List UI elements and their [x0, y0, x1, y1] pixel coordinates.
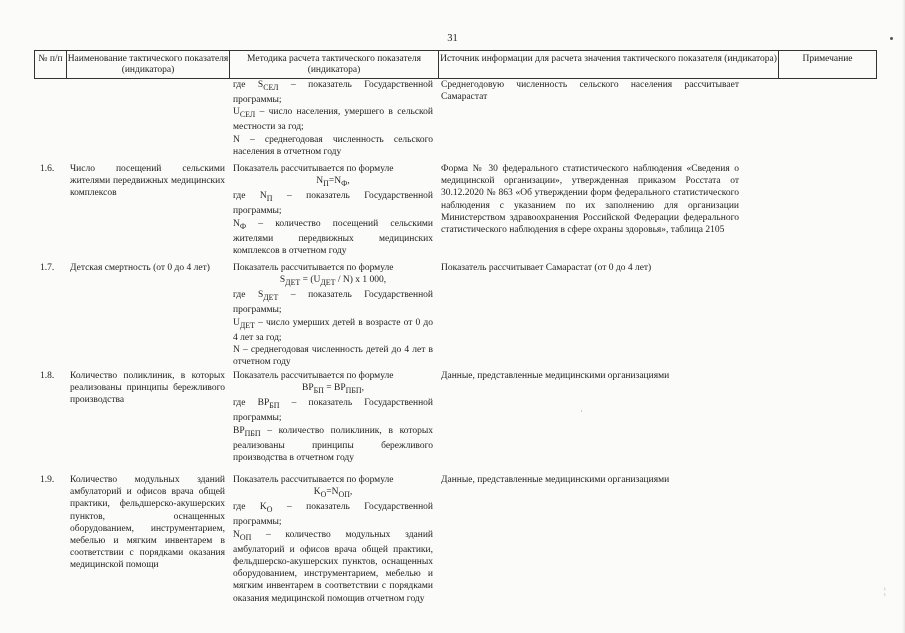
row-name: [70, 262, 225, 274]
name-paragraph: Детская смертность (от 0 до 4 лет): [70, 263, 210, 273]
name-paragraph: Число посещений сельскими жителями передвижных медицинских комплексов: [70, 164, 225, 199]
row-method: [233, 262, 433, 368]
method-paragraph: N – среднегодовая численность детей до 4 лет в отчетном году: [233, 344, 433, 368]
scan-speck: ¦: [884, 586, 886, 596]
method-paragraph: $U_{СЕЛ}$ – число населения, умершего в сельской местности за год;: [233, 107, 433, 133]
row-number: 1.9.: [40, 475, 55, 485]
row-name: [70, 370, 225, 407]
scan-dot: [890, 37, 893, 40]
method-paragraph: Показатель рассчитывается по формуле: [233, 371, 394, 381]
header-source: Источник информации для расчета значения тактического показателя (индикатора): [438, 51, 778, 78]
method-paragraph: Показатель рассчитывается по формуле: [233, 164, 394, 174]
row-name: [70, 163, 225, 200]
method-paragraph: где $S_{ДЕТ}$ – показатель Государственной программы;: [233, 290, 433, 316]
method-paragraph: $S_{ДЕТ} = (U_{ДЕТ} / N)$ х 1 000,: [279, 275, 387, 288]
method-paragraph: $BP_{БП} = BP_{ПБП}$,: [302, 383, 364, 396]
header-name: Наименование тактического показателя (индикатора): [66, 51, 229, 78]
row-source: [441, 370, 739, 382]
row-source: [441, 262, 739, 274]
row-number: 1.7.: [40, 263, 55, 273]
table-header: [34, 50, 877, 79]
row-number: 1.8.: [40, 371, 55, 381]
method-paragraph: $N_Ф$ – количество посещений сельскими жителями передвижных медицинских комплексов в отчетном году: [233, 218, 433, 256]
row-method: [233, 163, 433, 257]
method-paragraph: где $N_П$ – показатель Государственной программы;: [233, 191, 434, 217]
header-note: Примечание: [778, 51, 877, 78]
method-paragraph: N – среднегодовая численность сельского населения в отчетном году: [233, 134, 433, 157]
page-number: 31: [447, 33, 458, 44]
method-paragraph: где $BP_{БП}$ – показатель Государственной программы;: [233, 398, 434, 424]
method-paragraph: Показатель рассчитывается по формуле: [233, 475, 394, 485]
row-number: 1.6.: [40, 164, 55, 174]
row-source: [441, 163, 739, 236]
method-paragraph: Показатель рассчитывается по формуле: [233, 263, 394, 273]
row-source: [441, 79, 739, 103]
source-paragraph: Данные, представленные медицинскими организациями: [441, 371, 670, 381]
method-paragraph: $BP_{ПБП}$ – количество поликлиник, в которых реализованы принципы бережливого производства в отчетном году: [233, 425, 433, 463]
source-paragraph: Показатель рассчитывает Самарастат (от 0 до 4 лет): [441, 263, 652, 273]
source-paragraph: Среднегодовую численность сельского населения рассчитывает Самарастат: [441, 80, 739, 103]
method-paragraph: где $S_{СЕЛ}$ – показатель Государственной программы;: [233, 80, 433, 106]
row-method: [233, 474, 433, 605]
name-paragraph: Количество поликлиник, в которых реализованы принципы бережливого производства: [70, 371, 225, 406]
scan-speck: ·: [580, 406, 583, 416]
method-paragraph: $N_П=N_Ф$,: [316, 176, 350, 189]
row-source: [441, 474, 739, 486]
name-paragraph: Количество модульных зданий амбулаторий и офисов врача общей практики, фельдшерско-акушерских пунктов, оснащенных оборудованием, инструментарием, мебелью и мягким инвентарем в соответствии с порядками оказания медицинской помощи: [70, 475, 225, 571]
method-paragraph: $N_{ОП}$ – количество модульных зданий амбулаторий и офисов врача общей практики, фельдшерско-акушерских пунктов, оснащенных оборудованием, инструментарием, мебелью и мягким инвентарем в соответствии с порядками оказания медицинской помощив отчетном году: [233, 529, 433, 604]
source-paragraph: Данные, представленные медицинскими организациями: [441, 475, 670, 485]
source-paragraph: Форма № 30 федерального статистического наблюдения «Сведения о медицинской организации», утвержденная приказом Росстата от 30.12.2020 № 863 «Об утверждении форм федерального статистического наблюдения с указанием по их заполнению для организации Министерством здравоохранения Российской Федерации федерального статистического наблюдения в сфере охраны здоровья», таблица 2105: [441, 164, 739, 236]
row-method: [233, 79, 433, 158]
row-name: [70, 474, 225, 572]
header-num: № п/п: [34, 51, 66, 78]
header-method: Методика расчета тактического показателя (индикатора): [229, 51, 438, 78]
method-paragraph: $K_О=N_{ОП}$,: [313, 487, 353, 500]
row-method: [233, 370, 433, 464]
method-paragraph: где $K_О$ – показатель Государственной программы;: [233, 502, 434, 528]
method-paragraph: $U_{ДЕТ}$ – число умерших детей в возрасте от 0 до 4 лет за год;: [233, 317, 433, 343]
